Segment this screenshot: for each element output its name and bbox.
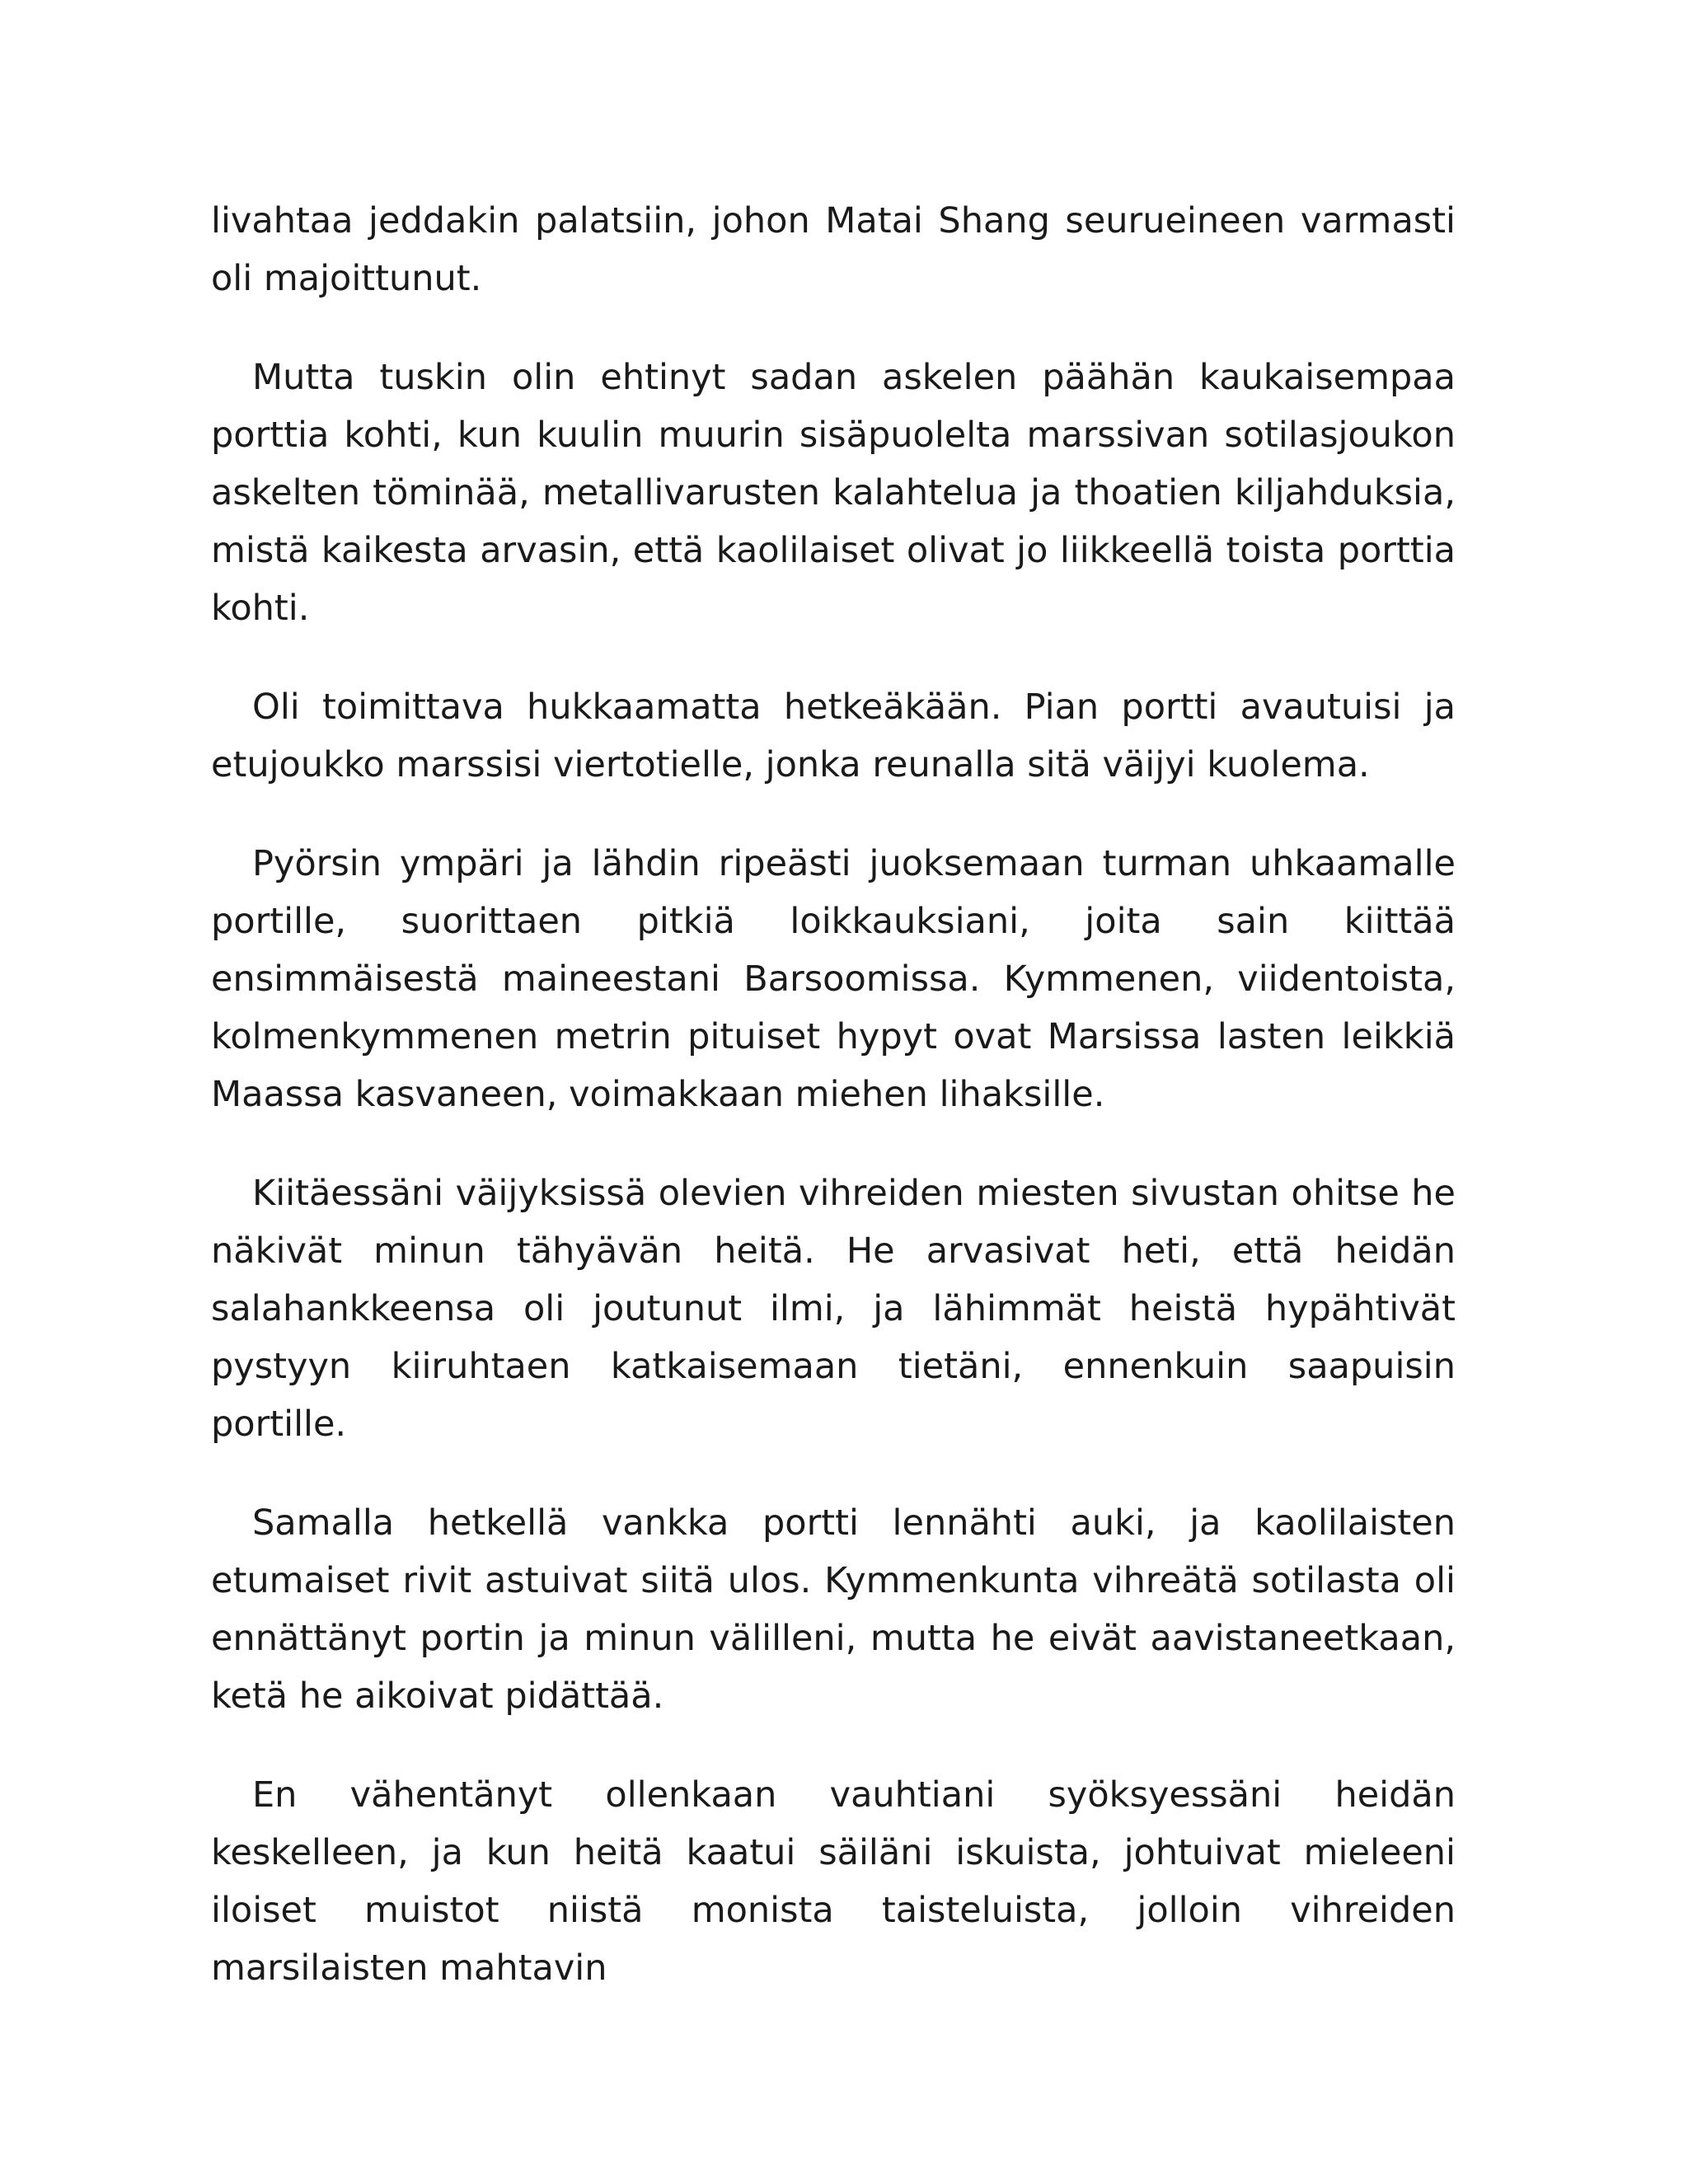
paragraph-4: Pyörsin ympäri ja lähdin ripeästi juoksemaan turman uhkaamalle portille, suorittaen pitkiä loikkauksiani, joita sain kiittää ensimmäisestä maineestani Barsoomissa. Kymmenen, viidentoista, kolmenkymmenen metrin pituiset hypyt ovat Marsissa lasten leikkiä Maassa kasvaneen, voimakkaan miehen lihaksille. xyxy=(211,843,1456,1115)
paragraph-7: En vähentänyt ollenkaan vauhtiani syöksyessäni heidän keskelleen, ja kun heitä kaatui säiläni iskuista, johtuivat mieleeni iloiset muistot niistä monista taisteluista, jolloin vihreiden marsilaisten mahtavin xyxy=(211,1774,1456,1989)
paragraph-2: Mutta tuskin olin ehtinyt sadan askelen päähän kaukaisempaa porttia kohti, kun kuulin muurin sisäpuolelta marssivan sotilasjoukon askelten töminää, metallivarusten kalahtelua ja thoatien kiljahduksia, mistä kaikesta arvasin, että kaolilaiset olivat jo liikkeellä toista porttia kohti. xyxy=(211,357,1456,629)
paragraph-3: Oli toimittava hukkaamatta hetkeäkään. Pian portti avautuisi ja etujoukko marssisi viertotielle, jonka reunalla sitä väijyi kuolema. xyxy=(211,687,1456,785)
paragraph-6: Samalla hetkellä vankka portti lennähti auki, ja kaolilaisten etumaiset rivit astuivat siitä ulos. Kymmenkunta vihreätä sotilasta oli ennättänyt portin ja minun välilleni, mutta he eivät aavistaneetkaan, ketä he aikoivat pidättää. xyxy=(211,1502,1456,1717)
paragraph-1: livahtaa jeddakin palatsiin, johon Matai Shang seurueineen varmasti oli majoittunut. xyxy=(211,200,1456,299)
paragraph-5: Kiitäessäni väijyksissä olevien vihreiden miesten sivustan ohitse he näkivät minun tähyävän heitä. He arvasivat heti, että heidän salahankkeensa oli joutunut ilmi, ja lähimmät heistä hypähtivät pystyyn kiiruhtaen katkaisemaan tietäni, ennenkuin saapuisin portille. xyxy=(211,1173,1456,1445)
body-text xyxy=(211,192,1456,1997)
